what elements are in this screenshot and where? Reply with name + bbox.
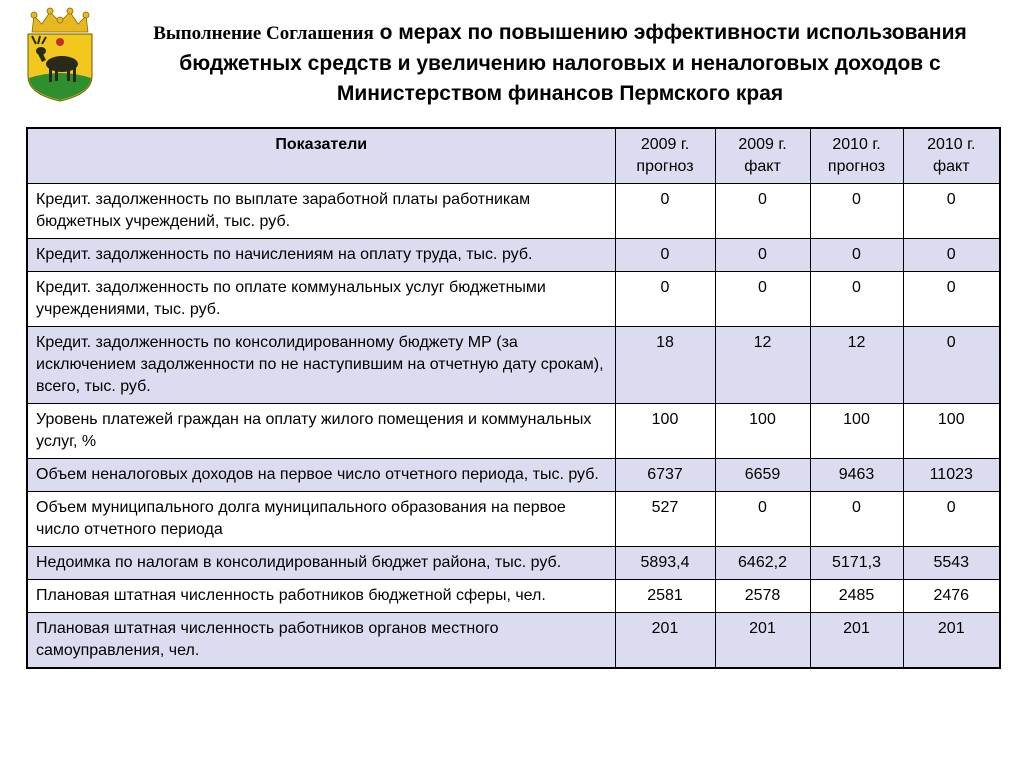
row-value: 0 [715, 239, 810, 272]
row-label: Кредит. задолженность по консолидированному бюджету МР (за исключением задолженности по не наступившим на отчетную дату срокам), всего, тыс. руб. [27, 327, 615, 404]
row-value: 9463 [810, 459, 903, 492]
row-value: 0 [615, 239, 715, 272]
row-value: 100 [615, 404, 715, 459]
table-row [27, 184, 1000, 239]
row-value: 0 [715, 492, 810, 547]
column-header: 2010 г. прогноз [810, 128, 903, 184]
row-label: Уровень платежей граждан на оплату жилого помещения и коммунальных услуг, % [27, 404, 615, 459]
table-row [27, 327, 1000, 404]
row-value: 0 [810, 184, 903, 239]
row-value: 18 [615, 327, 715, 404]
row-value: 0 [903, 239, 1000, 272]
indicators-table [26, 127, 1001, 669]
row-value: 5171,3 [810, 547, 903, 580]
row-value: 100 [903, 404, 1000, 459]
table-row [27, 404, 1000, 459]
row-value: 0 [715, 272, 810, 327]
row-value: 0 [903, 492, 1000, 547]
row-value: 11023 [903, 459, 1000, 492]
table-row [27, 613, 1000, 669]
page-title [120, 18, 1000, 109]
column-header: 2009 г. прогноз [615, 128, 715, 184]
row-value: 0 [903, 184, 1000, 239]
row-label: Недоимка по налогам в консолидированный бюджет района, тыс. руб. [27, 547, 615, 580]
row-value: 6737 [615, 459, 715, 492]
table-header-row [27, 128, 1000, 184]
row-value: 5543 [903, 547, 1000, 580]
row-value: 527 [615, 492, 715, 547]
row-value: 201 [903, 613, 1000, 669]
row-value: 2581 [615, 580, 715, 613]
table-row [27, 580, 1000, 613]
row-value: 0 [810, 492, 903, 547]
row-label: Кредит. задолженность по выплате заработной платы работникам бюджетных учреждений, тыс. руб. [27, 184, 615, 239]
row-value: 0 [810, 239, 903, 272]
row-value: 0 [810, 272, 903, 327]
row-value: 0 [615, 272, 715, 327]
column-header: 2009 г. факт [715, 128, 810, 184]
coat-of-arms-icon [22, 6, 98, 102]
table-row [27, 492, 1000, 547]
title-rest: о мерах по повышению эффективности использования бюджетных средств и увеличению налоговых и неналоговых доходов с Министерством финансов Пермского края [179, 21, 967, 105]
row-label: Кредит. задолженность по оплате коммунальных услуг бюджетными учреждениями, тыс. руб. [27, 272, 615, 327]
row-value: 201 [615, 613, 715, 669]
row-value: 6462,2 [715, 547, 810, 580]
row-value: 5893,4 [615, 547, 715, 580]
row-value: 100 [715, 404, 810, 459]
row-value: 201 [715, 613, 810, 669]
row-value: 2476 [903, 580, 1000, 613]
row-value: 2485 [810, 580, 903, 613]
row-label: Объем муниципального долга муниципального образования на первое число отчетного периода [27, 492, 615, 547]
row-value: 2578 [715, 580, 810, 613]
row-value: 0 [903, 327, 1000, 404]
row-value: 0 [715, 184, 810, 239]
table-row [27, 239, 1000, 272]
column-header: 2010 г. факт [903, 128, 1000, 184]
row-label: Плановая штатная численность работников бюджетной сферы, чел. [27, 580, 615, 613]
row-label: Плановая штатная численность работников органов местного самоуправления, чел. [27, 613, 615, 669]
row-value: 100 [810, 404, 903, 459]
table-row [27, 272, 1000, 327]
row-value: 12 [810, 327, 903, 404]
row-value: 6659 [715, 459, 810, 492]
table-row [27, 547, 1000, 580]
title-lead: Выполнение Соглашения [153, 23, 374, 44]
column-header-indicators: Показатели [27, 128, 615, 184]
row-label: Объем неналоговых доходов на первое число отчетного периода, тыс. руб. [27, 459, 615, 492]
table-row [27, 459, 1000, 492]
row-value: 12 [715, 327, 810, 404]
row-value: 0 [615, 184, 715, 239]
row-value: 0 [903, 272, 1000, 327]
row-label: Кредит. задолженность по начислениям на оплату труда, тыс. руб. [27, 239, 615, 272]
row-value: 201 [810, 613, 903, 669]
